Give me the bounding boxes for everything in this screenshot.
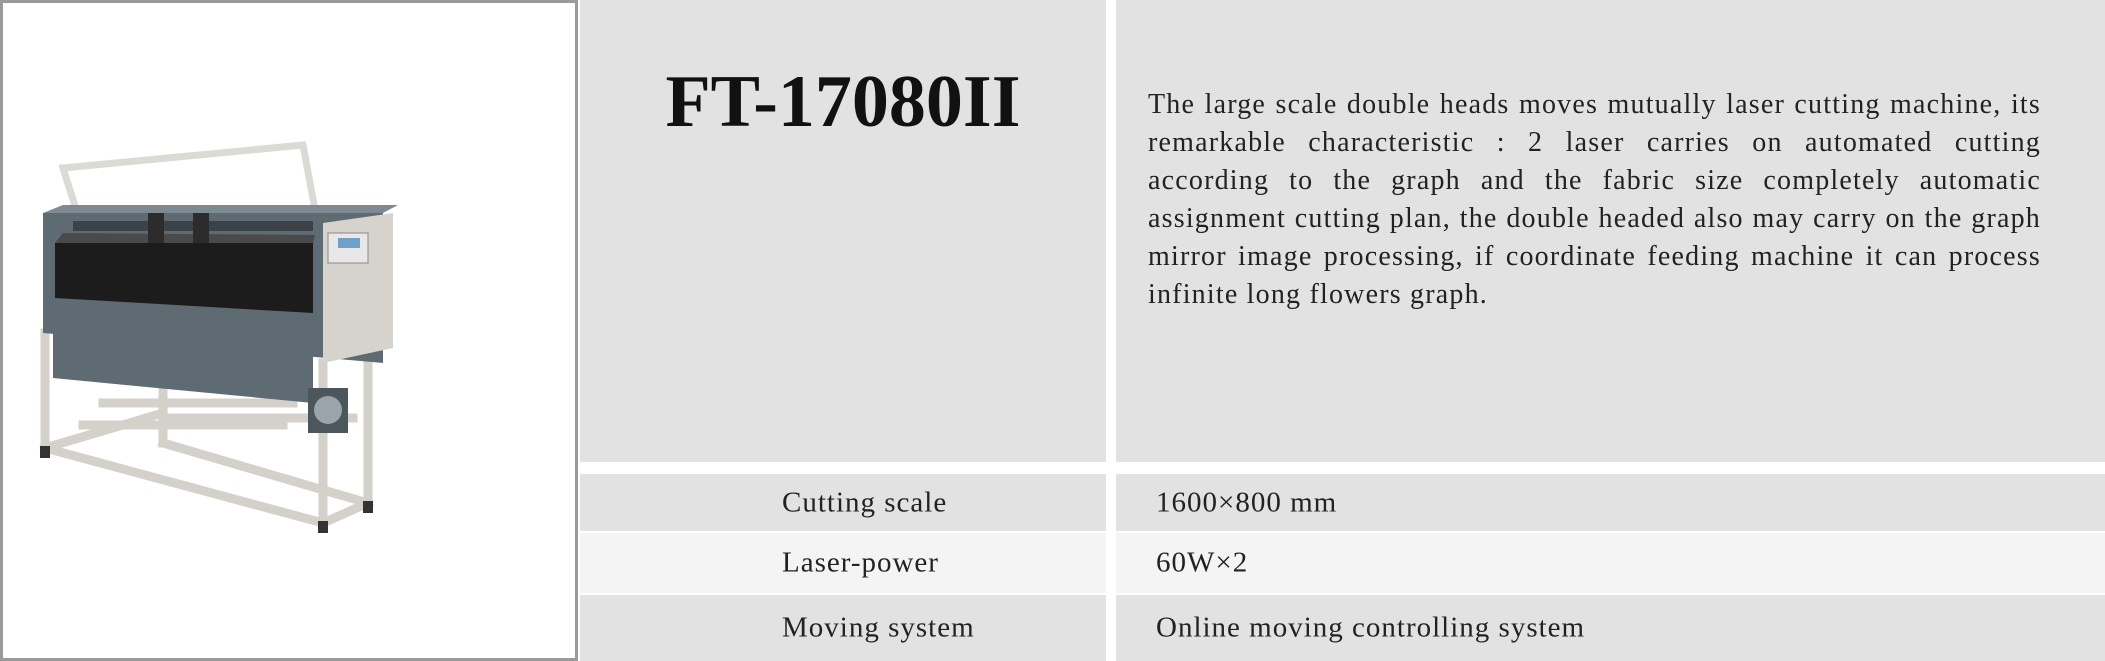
spec-label: Cutting scale bbox=[782, 486, 948, 518]
product-photo bbox=[0, 0, 578, 661]
model-title-panel bbox=[580, 0, 1106, 462]
spec-label-cell bbox=[580, 533, 1106, 593]
spec-row-laser-power bbox=[580, 533, 2105, 593]
spec-row-cutting-scale bbox=[580, 474, 2105, 531]
spec-label-cell bbox=[580, 474, 1106, 531]
spec-value-cell bbox=[1116, 595, 2105, 661]
spec-row-moving-system bbox=[580, 595, 2105, 661]
description-panel bbox=[1116, 0, 2105, 462]
product-description: The large scale double heads moves mutually laser cutting machine, its remarkable characteristic : 2 laser carries on automated cutting according to the graph and the fabric size completely automatic assignment cutting plan, the double headed also may carry on the graph mirror image processing, if coordinate feeding machine it can process infinite long flowers graph. bbox=[1148, 89, 2041, 310]
spec-label-cell bbox=[580, 595, 1106, 661]
spec-value: 1600×800 mm bbox=[1156, 486, 1338, 518]
spec-label: Moving system bbox=[782, 611, 975, 644]
spec-value: 60W×2 bbox=[1156, 546, 1249, 579]
spec-label: Laser-power bbox=[782, 546, 939, 579]
spec-value-cell bbox=[1116, 474, 2105, 531]
laser-cutter-machine-image bbox=[23, 113, 543, 573]
model-title: FT-17080II bbox=[665, 61, 1021, 143]
spec-value-cell bbox=[1116, 533, 2105, 593]
spec-value: Online moving controlling system bbox=[1156, 611, 1586, 644]
